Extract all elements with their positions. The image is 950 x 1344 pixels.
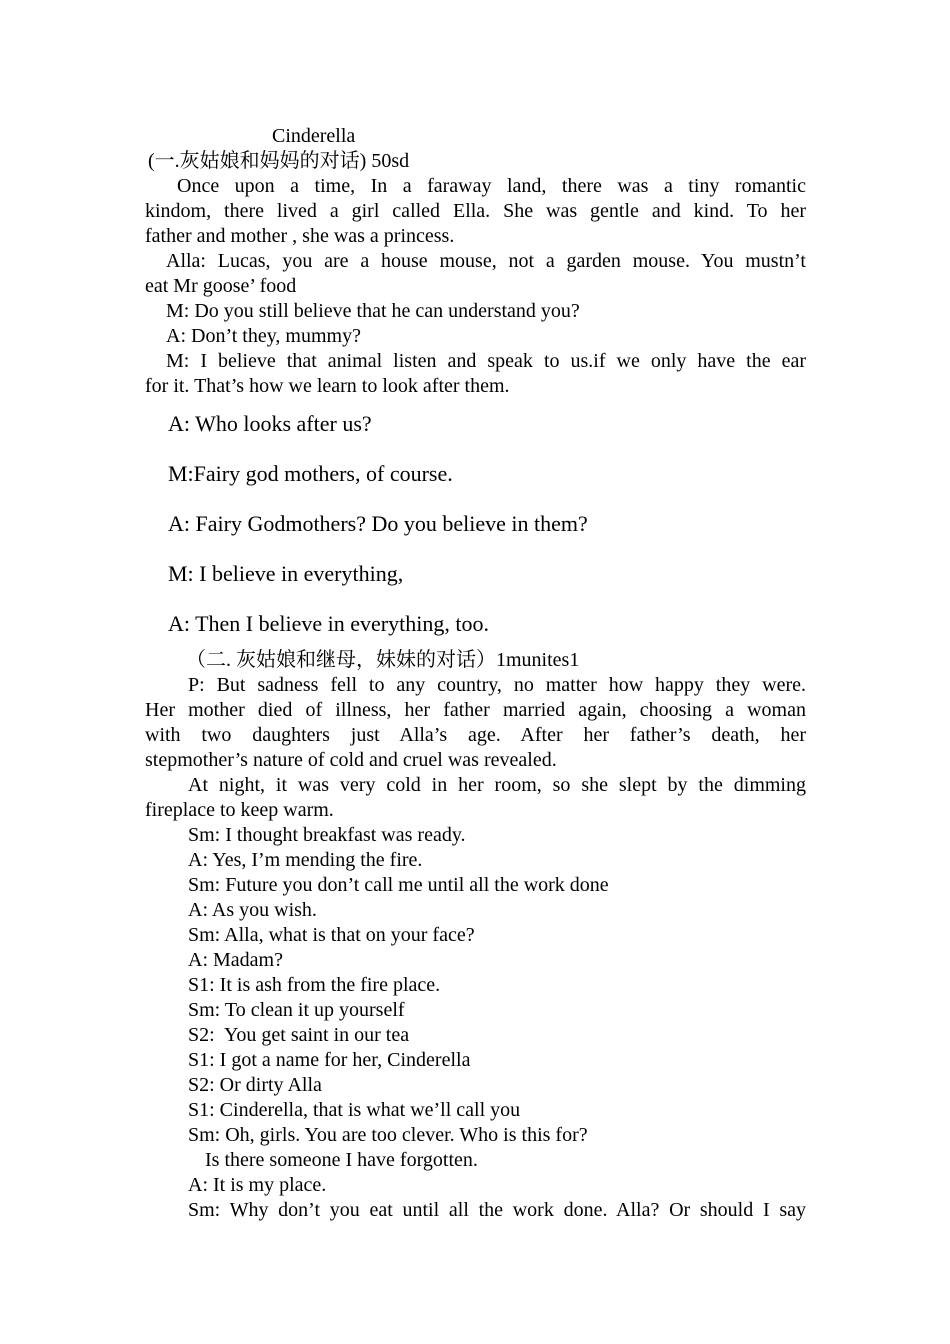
dialogue-line: eat Mr goose’ food bbox=[145, 275, 297, 297]
section-1-heading: (一.灰姑娘和妈妈的对话) 50sd bbox=[148, 150, 410, 172]
dialogue-line: A: Don’t they, mummy? bbox=[166, 325, 361, 347]
document-title: Cinderella bbox=[272, 125, 356, 147]
dialogue-line: A: Then I believe in everything, too. bbox=[168, 611, 489, 636]
dialogue-line: S2: Or dirty Alla bbox=[188, 1074, 322, 1096]
dialogue-line: Sm: Why don’t you eat until all the work done. Alla? Or should I say bbox=[188, 1199, 806, 1221]
dialogue-line: A: Who looks after us? bbox=[168, 411, 372, 436]
dialogue-line: A: It is my place. bbox=[188, 1174, 327, 1196]
dialogue-line: Is there someone I have forgotten. bbox=[205, 1149, 478, 1171]
dialogue-line: M: Do you still believe that he can understand you? bbox=[166, 300, 580, 322]
dialogue-line: Sm: Oh, girls. You are too clever. Who is this for? bbox=[188, 1124, 588, 1146]
dialogue-line: M: I believe in everything, bbox=[168, 561, 404, 586]
paragraph-line: Her mother died of illness, her father married again, choosing a woman bbox=[145, 699, 806, 721]
dialogue-line: M:Fairy god mothers, of course. bbox=[168, 461, 453, 486]
paragraph-line: father and mother , she was a princess. bbox=[145, 225, 455, 247]
dialogue-line: A: Fairy Godmothers? Do you believe in them? bbox=[168, 511, 588, 536]
paragraph-line: fireplace to keep warm. bbox=[145, 799, 334, 821]
paragraph-line: kindom, there lived a girl called Ella. She was gentle and kind. To her bbox=[145, 200, 806, 222]
dialogue-line: Alla: Lucas, you are a house mouse, not a garden mouse. You mustn’t bbox=[166, 250, 806, 272]
paragraph-line: stepmother’s nature of cold and cruel was revealed. bbox=[145, 749, 557, 771]
paragraph-line: P: But sadness fell to any country, no matter how happy they were. bbox=[188, 674, 806, 696]
dialogue-line: S1: I got a name for her, Cinderella bbox=[188, 1049, 471, 1071]
paragraph-line: Once upon a time, In a faraway land, there was a tiny romantic bbox=[177, 175, 806, 197]
dialogue-line: A: As you wish. bbox=[188, 899, 317, 921]
dialogue-line: S1: It is ash from the fire place. bbox=[188, 974, 441, 996]
dialogue-line: A: Madam? bbox=[188, 949, 283, 971]
dialogue-line: Sm: To clean it up yourself bbox=[188, 999, 405, 1021]
dialogue-line: S2: You get saint in our tea bbox=[188, 1024, 410, 1046]
dialogue-line: M: I believe that animal listen and speak to us.if we only have the ear bbox=[166, 350, 806, 372]
paragraph-line: At night, it was very cold in her room, so she slept by the dimming bbox=[188, 774, 806, 796]
dialogue-line: S1: Cinderella, that is what we’ll call you bbox=[188, 1099, 521, 1121]
dialogue-line: for it. That’s how we learn to look after them. bbox=[145, 375, 510, 397]
dialogue-line: Sm: Future you don’t call me until all the work done bbox=[188, 874, 609, 896]
dialogue-line: A: Yes, I’m mending the fire. bbox=[188, 849, 423, 871]
dialogue-line: Sm: I thought breakfast was ready. bbox=[188, 824, 466, 846]
paragraph-line: with two daughters just Alla’s age. After her father’s death, her bbox=[145, 724, 806, 746]
section-2-heading: （二. 灰姑娘和继母，妹妹的对话）1munites1 bbox=[186, 649, 580, 671]
dialogue-line: Sm: Alla, what is that on your face? bbox=[188, 924, 475, 946]
